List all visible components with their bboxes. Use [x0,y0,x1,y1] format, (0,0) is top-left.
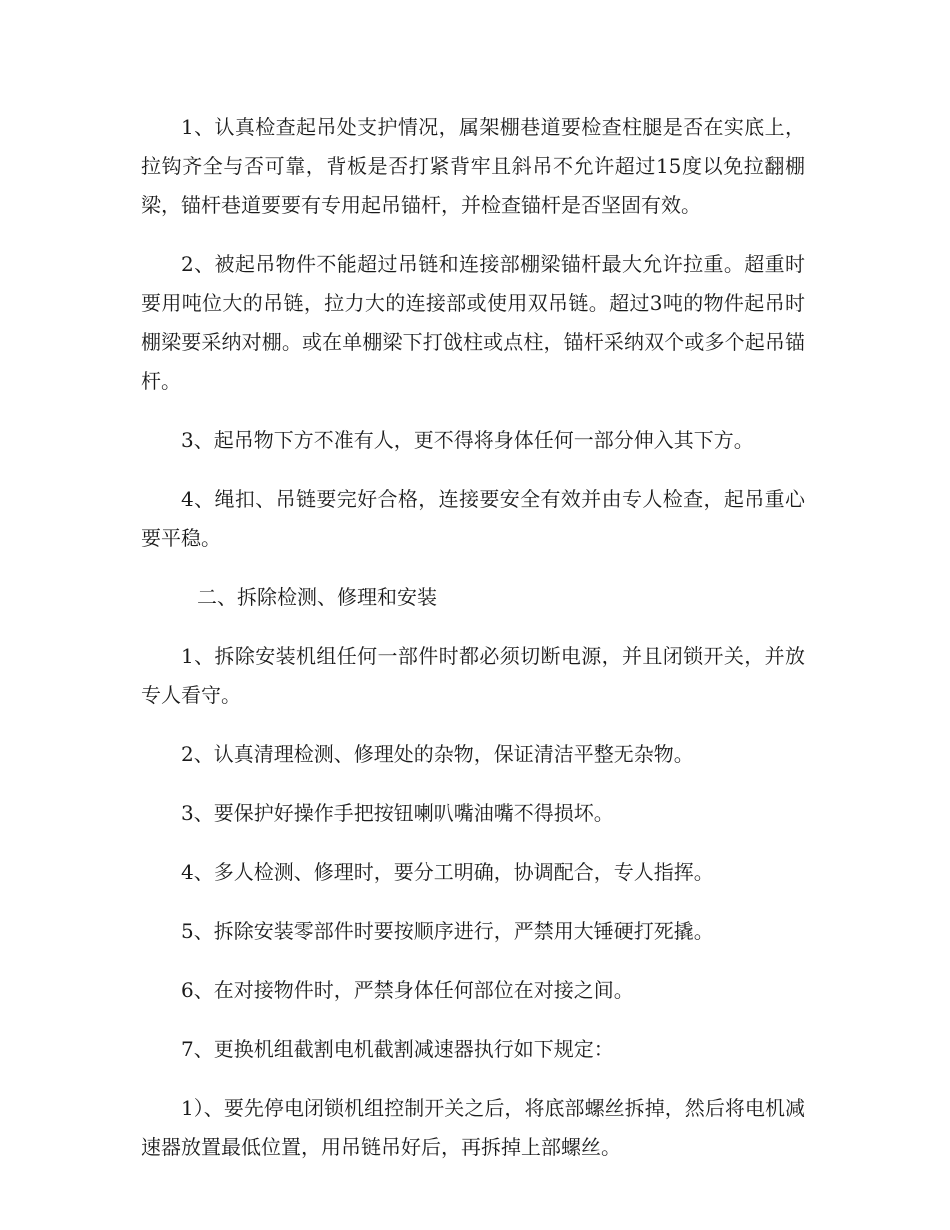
paragraph-motor-replacement: 7、更换机组截割电机截割减速器执行如下规定： [181,1037,614,1061]
paragraph-team-coordination: 4、多人检测、修理时，要分工明确，协调配合，专人指挥。 [181,860,714,884]
paragraph-disassembly-order: 5、拆除安装零部件时要按顺序进行，严禁用大锤硬打死撬。 [181,919,714,943]
paragraph-motor-replacement-step-1: 1）、要先停电闭锁机组控制开关之后，将底部螺丝拆掉，然后将电机减速器放置最低位置，用吊链吊好后，再拆掉上部螺丝。 [141,1096,805,1159]
paragraph-rope-chain-check: 4、绳扣、吊链要完好合格，连接要安全有效并由专人检查，起吊重心要平稳。 [141,487,805,550]
document-body [141,108,805,1187]
paragraph-protect-handles: 3、要保护好操作手把按钮喇叭嘴油嘴不得损坏。 [181,801,614,825]
paragraph-lifting-support-check: 1、认真检查起吊处支护情况，属架棚巷道要检查柱腿是否在实底上，拉钩齐全与否可靠，背板是否打紧背牢且斜吊不允许超过15度以免拉翻棚梁，锚杆巷道要要有专用起吊锚杆，并检查锚杆是否坚固有效。 [141,115,805,217]
paragraph-cut-power: 1、拆除安装机组任何一部件时都必须切断电源，并且闭锁开关，并放专人看守。 [141,644,805,707]
paragraph-no-person-below: 3、起吊物下方不准有人，更不得将身体任何一部分伸入其下方。 [181,428,754,452]
paragraph-docking-safety: 6、在对接物件时，严禁身体任何部位在对接之间。 [181,978,634,1002]
paragraph-lifting-load-limit: 2、被起吊物件不能超过吊链和连接部棚梁锚杆最大允许拉重。超重时要用吨位大的吊链，拉力大的连接部或使用双吊链。超过3吨的物件起吊时棚梁要采纳对棚。或在单棚梁下打戗柱或点柱，锚杆采纳双个或多个起吊锚杆。 [141,252,805,393]
paragraph-clean-debris: 2、认真清理检测、修理处的杂物，保证清洁平整无杂物。 [181,742,694,766]
section-heading: 二、拆除检测、修理和安装 [197,585,437,609]
